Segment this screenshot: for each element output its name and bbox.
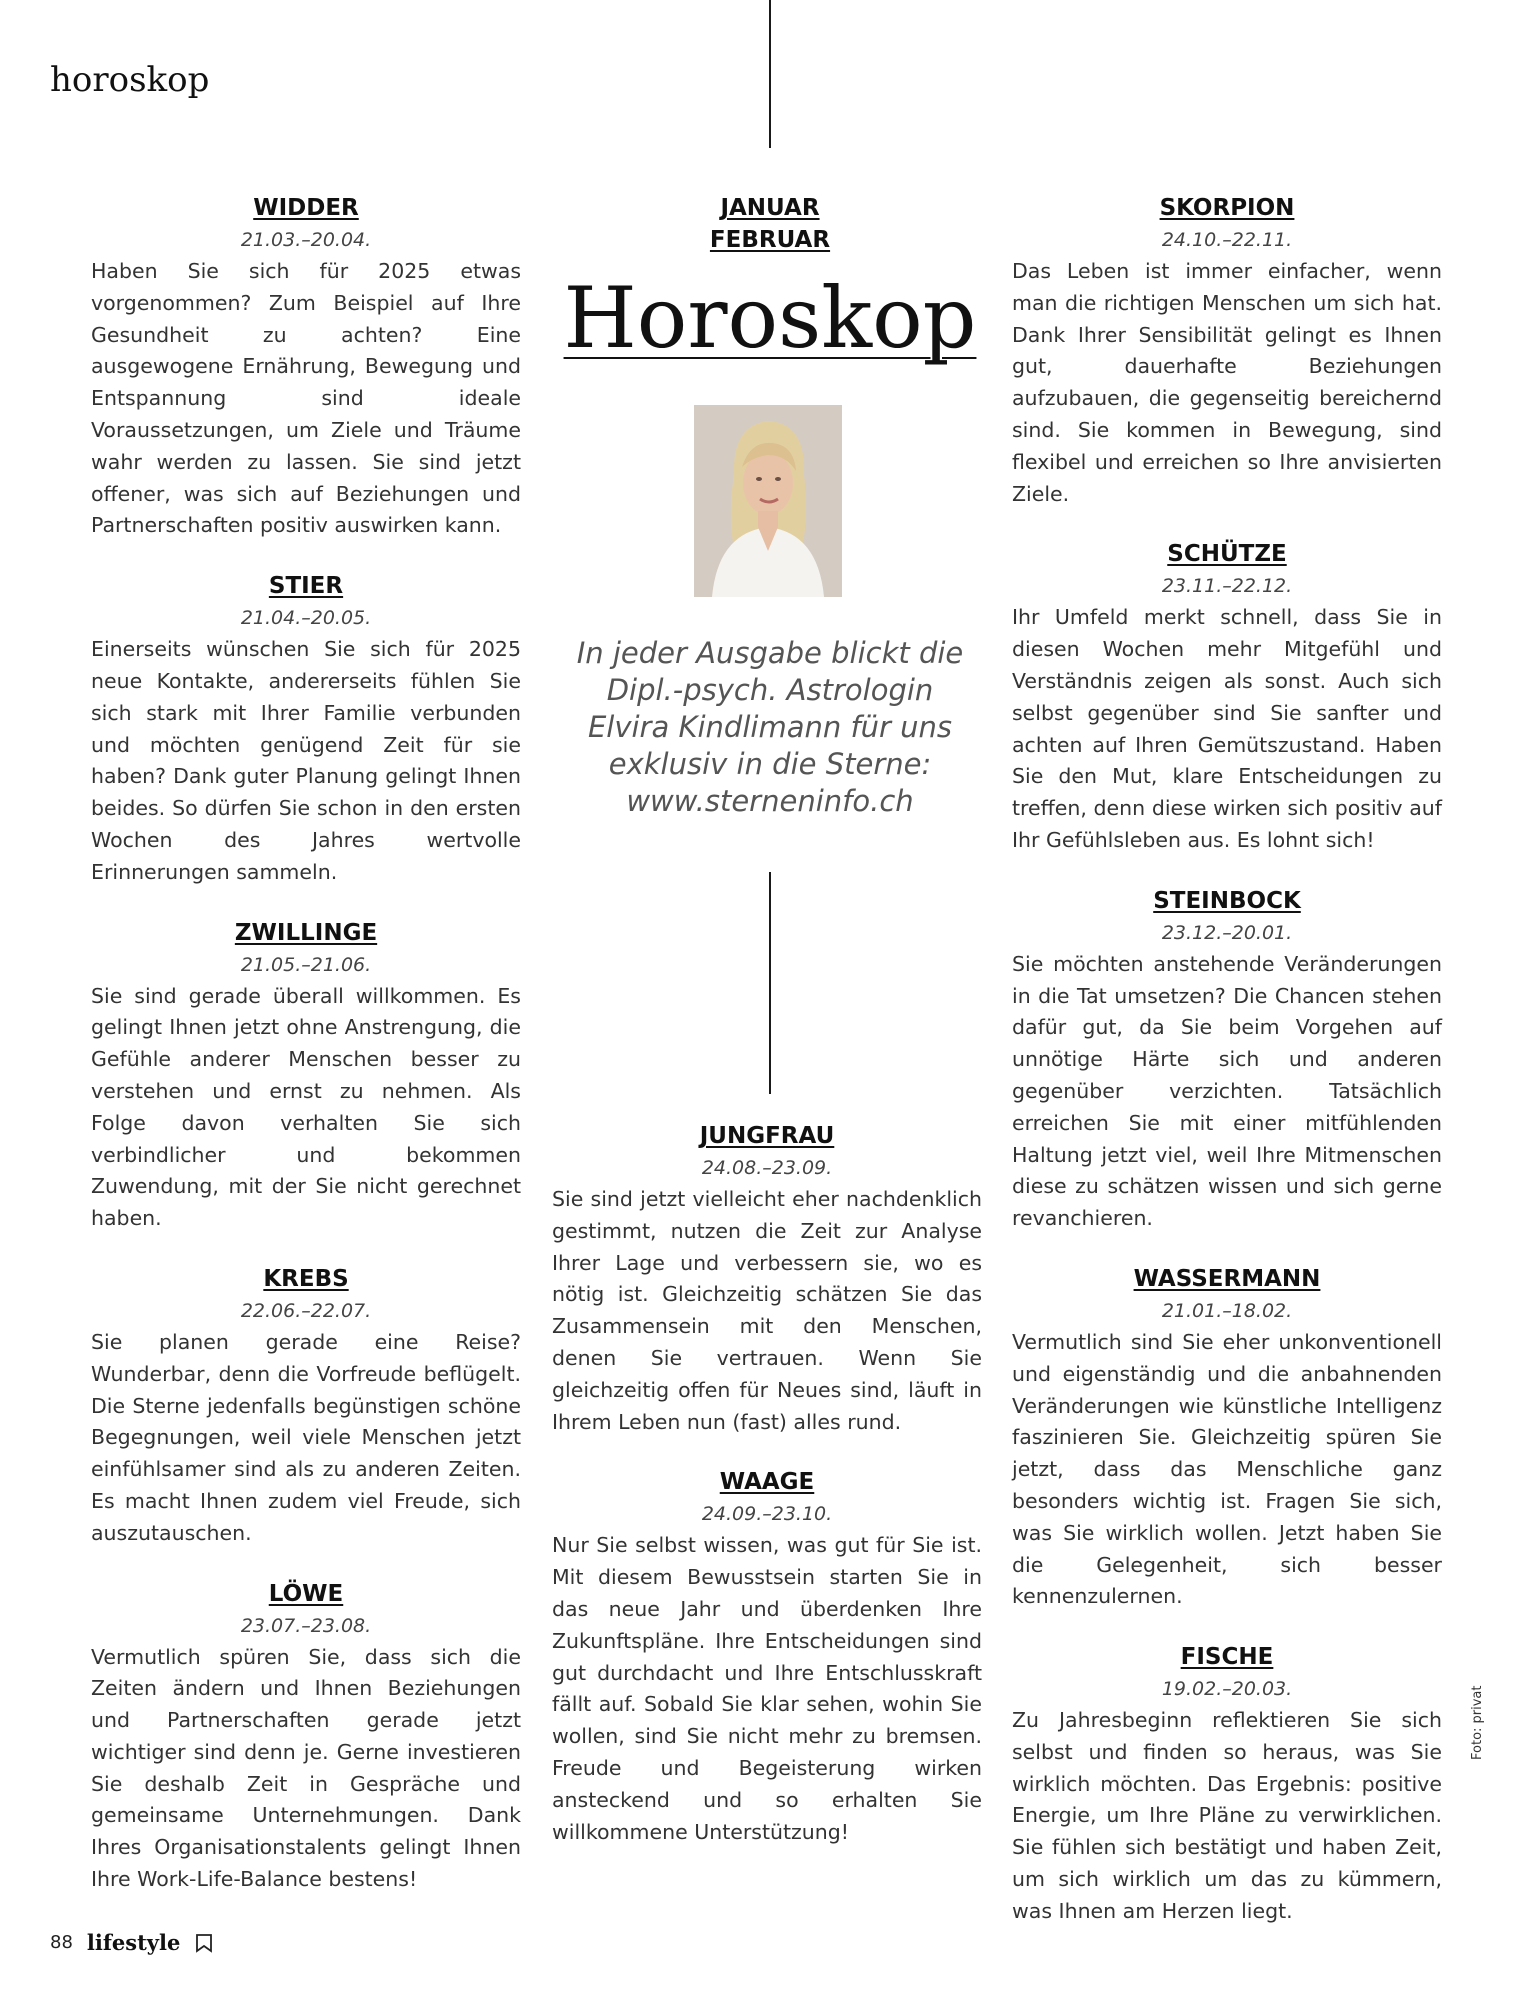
sign-text: Nur Sie selbst wissen, was gut für Sie ist. Mit diesem Bewusstsein starten Sie in das neue Jahr und überdenken Ihre Zukunftspläne. Ihre Entscheidungen sind gut durchdacht und Ihre Entschlusskraft fällt auf. Sobald Sie klar sehen, wohin Sie wollen, sind Sie nicht mehr zu bremsen. Freude und Begeisterung wirken ansteckend und so erhalten Sie willkommene Unterstützung!	[552, 1533, 982, 1844]
sign-fische	[1012, 1641, 1442, 1928]
sign-text: Einerseits wünschen Sie sich für 2025 neue Kontakte, andererseits fühlen Sie sich stark mit Ihrer Familie verbunden und möchten genügend Zeit für sie haben? Dank guter Planung gelingt Ihnen beides. So dürfen Sie schon in den ersten Wochen des Jahres wertvolle Erinnerungen sammeln.	[91, 637, 521, 884]
section-label: horoskop	[50, 60, 210, 100]
page-title: Horoskop	[563, 269, 977, 367]
intro-line: Elvira Kindlimann für uns	[587, 710, 953, 744]
page-footer	[50, 1930, 214, 1955]
month-heading	[570, 192, 970, 256]
sign-text: Sie sind gerade überall willkommen. Es gelingt Ihnen jetzt ohne Anstrengung, die Gefühle anderer Menschen besser zu verstehen und ernst zu nehmen. Als Folge davon verhalten Sie sich verbindlicher und bekommen Zuwendung, mit der Sie nicht gerechnet haben.	[91, 983, 521, 1231]
sign-wassermann	[1012, 1263, 1442, 1613]
sign-name: STIER	[268, 573, 344, 600]
sign-date: 21.05.–21.06.	[240, 953, 372, 976]
sign-name: WAAGE	[719, 1469, 815, 1496]
website-link[interactable]: www.sterneninfo.ch	[626, 784, 914, 818]
column-right	[1012, 192, 1442, 1956]
sign-name: LÖWE	[268, 1580, 344, 1607]
sign-text: Das Leben ist immer einfacher, wenn man die richtigen Menschen um sich hat. Dank Ihrer Sensibilität gelingt es Ihnen gut, dauerhafte Beziehungen aufzubauen, die gegenseitig bereichernd sind. Sie kommen in Bewegung, sind flexibel und erreichen so Ihre anvisierten Ziele.	[1012, 259, 1442, 506]
sign-name: KREBS	[263, 1265, 349, 1292]
sign-loewe	[91, 1578, 521, 1896]
sign-date: 19.02.–20.03.	[1161, 1678, 1293, 1701]
bookmark-icon	[194, 1933, 214, 1953]
sign-text: Ihr Umfeld merkt schnell, dass Sie in diesen Wochen mehr Mitgefühl und Verständnis zeigen als sonst. Auch sich selbst gegenüber sind Sie sanfter und achten auf Ihren Gemütszustand. Haben Sie den Mut, klare Entscheidungen zu treffen, denn diese wirken sich positiv auf Ihr Gefühlsleben aus. Es lohnt sich!	[1012, 605, 1442, 852]
month-2: FEBRUAR	[709, 227, 831, 253]
intro-line: In jeder Ausgabe blickt die	[576, 636, 964, 670]
portrait-image	[694, 405, 842, 597]
sign-waage	[552, 1466, 982, 1848]
sign-text: Vermutlich spüren Sie, dass sich die Zeiten ändern und Ihnen Beziehungen und Partnerschaften gerade jetzt wichtiger sind denn je. Gerne investieren Sie deshalb Zeit in Gespräche und gemeinsame Unternehmungen. Dank Ihres Organisationstalents gelingt Ihnen Ihre Work-Life-Balance bestens!	[91, 1644, 521, 1892]
divider-top	[769, 0, 771, 148]
brand-logo: lifestyle	[86, 1930, 181, 1955]
sign-date: 21.04.–20.05.	[240, 607, 372, 630]
sign-zwillinge	[91, 917, 521, 1235]
sign-name: FISCHE	[1180, 1644, 1274, 1671]
intro-text	[560, 635, 980, 820]
sign-name: JUNGFRAU	[699, 1123, 835, 1149]
sign-date: 21.01.–18.02.	[1161, 1299, 1293, 1322]
sign-text: Sie sind jetzt vielleicht eher nachdenklich gestimmt, nutzen die Zeit zur Analyse Ihrer Lage und verbessern sie, wo es nötig ist. Gleichzeitig schätzen Sie das Zusammensein mit den Menschen, denen Sie vertrauen. Wenn Sie gleichzeitig offen für Neues sind, läuft in Ihrem Leben nun (fast) alles rund.	[552, 1187, 982, 1434]
sign-date: 23.11.–22.12.	[1161, 575, 1293, 598]
sign-name: SKORPION	[1159, 195, 1295, 221]
sign-text: Vermutlich sind Sie eher unkonventionell und eigenständig und die anbahnenden Veränderungen wie künstliche Intelligenz faszinieren Sie. Gleichzeitig spüren Sie jetzt, dass das Menschliche ganz besonders wichtig ist. Fragen Sie sich, was Sie wirklich wollen. Jetzt haben Sie die Gelegenheit, sich besser kennenzulernen.	[1012, 1329, 1442, 1609]
sign-name: SCHÜTZE	[1167, 541, 1287, 568]
sign-text: Sie möchten anstehende Veränderungen in die Tat umsetzen? Die Chancen stehen dafür gut, da Sie beim Vorgehen auf unnötige Härte sich und anderen gegenüber verzichten. Tatsächlich erreichen Sie mit einer mitfühlenden Haltung jetzt viel, weil Ihre Mitmenschen diese zu schätzen wissen und sich gerne revanchieren.	[1012, 951, 1442, 1231]
month-1: JANUAR	[720, 195, 820, 221]
sign-name: WIDDER	[253, 195, 359, 221]
sign-date: 21.03.–20.04.	[240, 229, 372, 251]
sign-steinbock	[1012, 885, 1442, 1235]
sign-date: 23.07.–23.08.	[240, 1614, 372, 1637]
sign-widder	[91, 192, 521, 542]
sign-name: ZWILLINGE	[234, 919, 378, 946]
sign-date: 24.09.–23.10.	[701, 1503, 833, 1526]
astrologer-photo	[694, 405, 842, 597]
sign-name: WASSERMANN	[1133, 1265, 1321, 1292]
sign-text: Sie planen gerade eine Reise? Wunderbar, denn die Vorfreude beflügelt. Die Sterne jedenfalls begünstigen schöne Begegnungen, weil viele Menschen jetzt einfühlsamer sind als zu anderen Zeiten. Es macht Ihnen zudem viel Freude, sich auszutauschen.	[91, 1329, 521, 1545]
sign-jungfrau	[552, 1120, 982, 1438]
sign-text: Zu Jahresbeginn reflektieren Sie sich selbst und finden so heraus, was Sie wirklich möchten. Das Ergebnis: positive Energie, um Ihre Pläne zu verwirklichen. Sie fühlen sich bestätigt und haben Zeit, um sich wirklich um das zu kümmern, was Ihnen am Herzen liegt.	[1012, 1708, 1442, 1923]
intro-line: Dipl.-psych. Astrologin	[606, 673, 934, 707]
sign-name: STEINBOCK	[1153, 887, 1301, 914]
column-center	[552, 1120, 982, 1876]
sign-date: 22.06.–22.07.	[240, 1299, 372, 1322]
sign-schuetze	[1012, 538, 1442, 856]
column-left	[91, 192, 521, 1924]
sign-krebs	[91, 1263, 521, 1550]
sign-date: 23.12.–20.01.	[1161, 921, 1293, 944]
sign-stier	[91, 570, 521, 888]
photo-credit: Foto: privat	[1470, 1685, 1485, 1760]
sign-text: Haben Sie sich für 2025 etwas vorgenommen? Zum Beispiel auf Ihre Gesundheit zu achten? Eine ausgewogene Ernährung, Bewegung und Entspannung sind ideale Voraussetzungen, um Ziele und Träume wahr werden zu lassen. Sie sind jetzt offener, was sich auf Beziehungen und Partnerschaften positiv auswirken kann.	[91, 259, 521, 538]
page-number: 88	[50, 1932, 73, 1953]
intro-line: exklusiv in die Sterne:	[608, 747, 932, 781]
divider-middle	[769, 872, 771, 1094]
sign-date: 24.08.–23.09.	[701, 1157, 833, 1179]
sign-date: 24.10.–22.11.	[1161, 229, 1293, 251]
sign-skorpion	[1012, 192, 1442, 510]
